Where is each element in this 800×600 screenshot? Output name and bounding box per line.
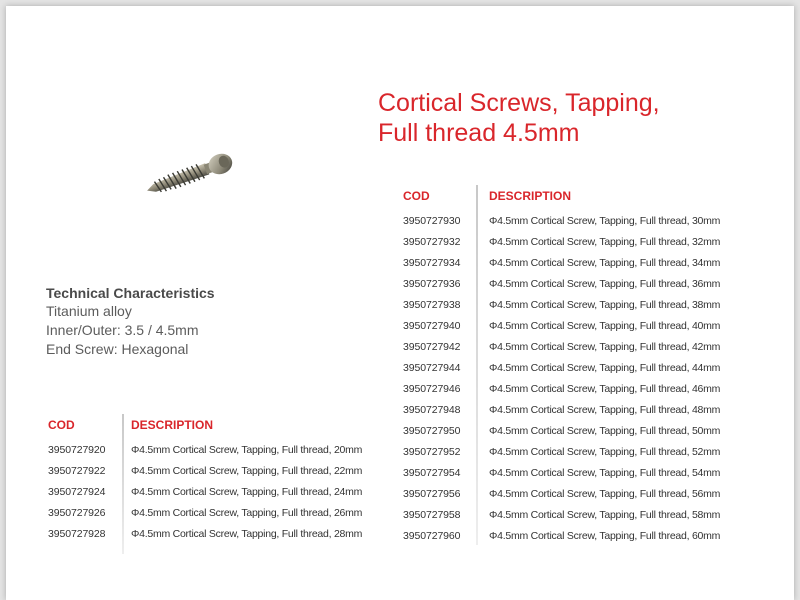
header-code: COD (48, 418, 75, 432)
row-code: 3950727928 (48, 528, 106, 540)
tech-end-screw: End Screw: Hexagonal (46, 341, 189, 357)
row-code: 3950727936 (403, 278, 461, 290)
row-code: 3950727958 (403, 509, 461, 521)
row-description: Φ4.5mm Cortical Screw, Tapping, Full thread, 50mm (489, 425, 721, 437)
row-code: 3950727926 (48, 507, 106, 519)
row-code: 3950727940 (403, 320, 461, 332)
row-code: 3950727960 (403, 530, 461, 542)
cortical-screw-image (138, 144, 242, 204)
row-code: 3950727922 (48, 465, 106, 477)
row-code: 3950727920 (48, 444, 106, 456)
row-description: Φ4.5mm Cortical Screw, Tapping, Full thread, 38mm (489, 299, 721, 311)
row-description: Φ4.5mm Cortical Screw, Tapping, Full thread, 28mm (131, 528, 363, 540)
row-description: Φ4.5mm Cortical Screw, Tapping, Full thread, 46mm (489, 383, 721, 395)
row-description: Φ4.5mm Cortical Screw, Tapping, Full thread, 42mm (489, 341, 721, 353)
row-code: 3950727930 (403, 215, 461, 227)
technical-characteristics (46, 284, 215, 359)
row-description: Φ4.5mm Cortical Screw, Tapping, Full thread, 40mm (489, 320, 721, 332)
row-description: Φ4.5mm Cortical Screw, Tapping, Full thread, 22mm (131, 465, 363, 477)
row-code: 3950727948 (403, 404, 461, 416)
row-code: 3950727932 (403, 236, 461, 248)
row-description: Φ4.5mm Cortical Screw, Tapping, Full thread, 58mm (489, 509, 721, 521)
row-description: Φ4.5mm Cortical Screw, Tapping, Full thread, 60mm (489, 530, 721, 542)
row-description: Φ4.5mm Cortical Screw, Tapping, Full thread, 20mm (131, 444, 363, 456)
header-code: COD (403, 189, 430, 203)
row-code: 3950727954 (403, 467, 461, 479)
tech-material: Titanium alloy (46, 303, 132, 319)
tech-heading: Technical Characteristics (46, 285, 215, 301)
title-line-2: Full thread 4.5mm (378, 119, 580, 147)
column-divider (476, 185, 478, 545)
row-code: 3950727944 (403, 362, 461, 374)
row-code: 3950727946 (403, 383, 461, 395)
row-description: Φ4.5mm Cortical Screw, Tapping, Full thread, 44mm (489, 362, 721, 374)
row-description: Φ4.5mm Cortical Screw, Tapping, Full thread, 26mm (131, 507, 363, 519)
row-description: Φ4.5mm Cortical Screw, Tapping, Full thread, 52mm (489, 446, 721, 458)
row-code: 3950727934 (403, 257, 461, 269)
row-description: Φ4.5mm Cortical Screw, Tapping, Full thread, 48mm (489, 404, 721, 416)
row-description: Φ4.5mm Cortical Screw, Tapping, Full thread, 30mm (489, 215, 721, 227)
header-description: DESCRIPTION (131, 418, 214, 432)
row-code: 3950727956 (403, 488, 461, 500)
row-description: Φ4.5mm Cortical Screw, Tapping, Full thread, 32mm (489, 236, 721, 248)
row-code: 3950727950 (403, 425, 461, 437)
row-code: 3950727952 (403, 446, 461, 458)
row-description: Φ4.5mm Cortical Screw, Tapping, Full thread, 54mm (489, 467, 721, 479)
header-description: DESCRIPTION (489, 189, 572, 203)
product-table-right (403, 189, 743, 549)
row-description: Φ4.5mm Cortical Screw, Tapping, Full thread, 36mm (489, 278, 721, 290)
row-code: 3950727938 (403, 299, 461, 311)
row-code: 3950727942 (403, 341, 461, 353)
page-title (378, 88, 660, 148)
row-code: 3950727924 (48, 486, 106, 498)
row-description: Φ4.5mm Cortical Screw, Tapping, Full thread, 24mm (131, 486, 363, 498)
tech-diameter: Inner/Outer: 3.5 / 4.5mm (46, 322, 199, 338)
product-table-left (48, 418, 388, 553)
row-description: Φ4.5mm Cortical Screw, Tapping, Full thread, 34mm (489, 257, 721, 269)
title-line-1: Cortical Screws, Tapping, (378, 89, 660, 117)
catalog-page (6, 6, 794, 600)
column-divider (122, 414, 124, 554)
row-description: Φ4.5mm Cortical Screw, Tapping, Full thread, 56mm (489, 488, 721, 500)
